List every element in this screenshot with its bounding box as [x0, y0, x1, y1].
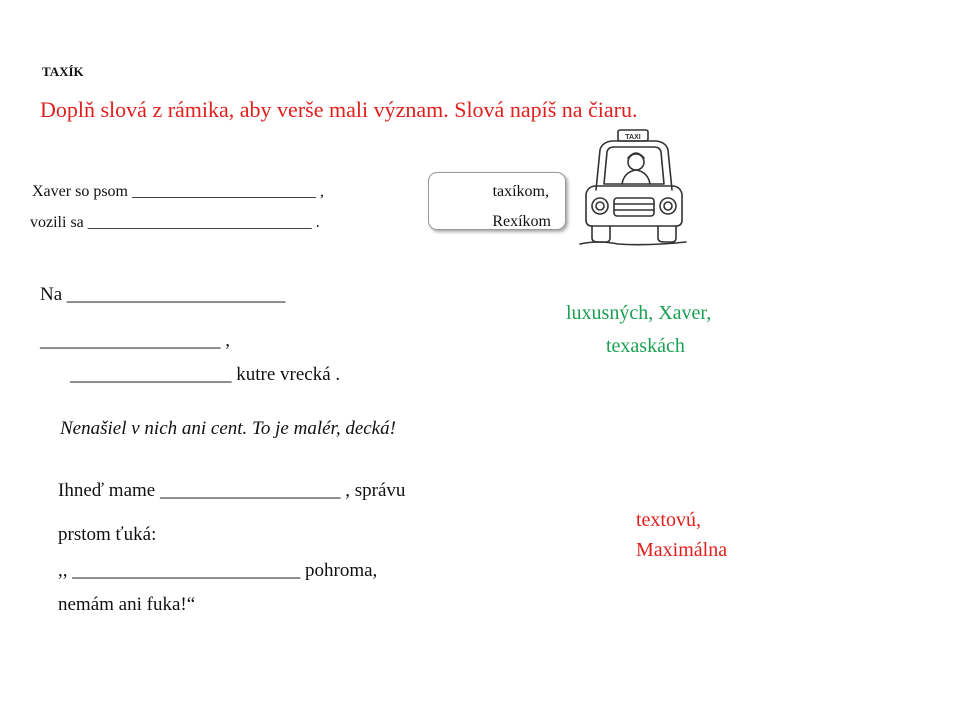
stanza1-line2: vozili sa ____________________________ .	[30, 214, 320, 231]
taxi-sign-text: TAXI	[625, 134, 641, 141]
italic-line: Nenašiel v nich ani cent. To je malér, decká!	[60, 418, 396, 439]
stanza3-line3: ,, ________________________ pohroma,	[58, 560, 378, 581]
stanza2-line2: ___________________ ,	[40, 330, 230, 351]
stanza3-line2: prstom ťuká:	[58, 524, 157, 545]
stanza2-line3: _________________ kutre vrecká .	[70, 364, 341, 385]
stanza2-line1: Na _______________________	[40, 284, 286, 305]
word-box-3-line2: Maximálna	[636, 539, 728, 561]
word-box-1-word1: taxíkom,	[492, 183, 549, 200]
stanza1-line1: Xaver so psom _______________________ ,	[32, 183, 324, 200]
stanza3-line4: nemám ani fuka!“	[58, 594, 196, 615]
word-box-3-line1: textovú,	[636, 509, 701, 531]
taxi-illustration	[578, 128, 688, 246]
word-box-1-word2: Rexíkom	[492, 213, 551, 230]
word-box-2-line2: texaskách	[606, 335, 685, 357]
word-box-1	[428, 172, 566, 230]
word-box-2-line1: luxusných, Xaver,	[566, 302, 712, 324]
worksheet-title: TAXÍK	[42, 64, 84, 79]
stanza3-line1: Ihneď mame ___________________ , správu	[58, 480, 406, 501]
instruction-text: Doplň slová z rámika, aby verše mali význam. Slová napíš na čiaru.	[40, 97, 638, 122]
